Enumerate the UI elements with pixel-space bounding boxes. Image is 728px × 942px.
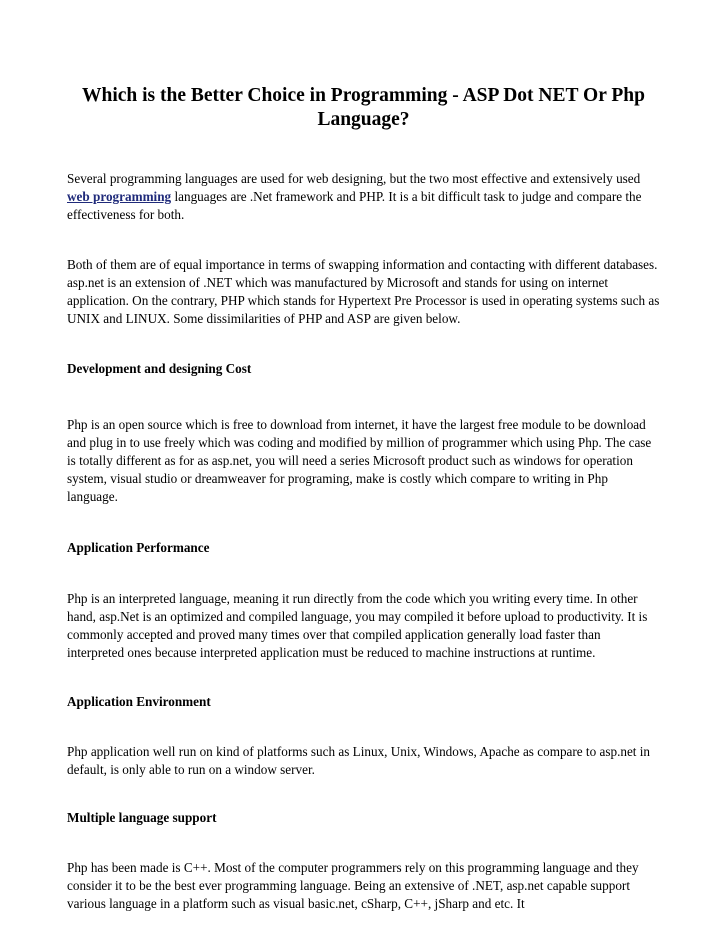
intro-text-before: Several programming languages are used for web designing, but the two most effective and extensively used [67,171,641,186]
section-heading-language-support: Multiple language support [67,810,217,825]
paragraph-overview: Both of them are of equal importance in terms of swapping information and contacting with different databases. asp.net is an extension of .NET which was manufactured by Microsoft and stands for using on internet application. On the contrary, PHP which stands for Hypertext Pre Processor is used in operating systems such as UNIX and LINUX. Some dissimilarities of PHP and ASP are given below. [67,257,660,326]
section-body-language-support: Php has been made is C++. Most of the computer programmers rely on this programming language and they consider it to be the best ever programming language. Being an extensive of .NET, asp.net capable support various language in a platform such as visual basic.net, cSharp, C++, jSharp and etc. It [67,860,639,911]
document-title: Which is the Better Choice in Programming - ASP Dot NET Or Php Language? [82,85,645,130]
section-body-environment: Php application well run on kind of platforms such as Linux, Unix, Windows, Apache as compare to asp.net in default, is only able to run on a window server. [67,744,651,777]
section-body-cost: Php is an open source which is free to download from internet, it have the largest free module to be download and plug in to use freely which was coding and modified by million of programmer which using Php. The case is totally different as for as asp.net, you will need a series Microsoft product such as windows for operation system, visual studio or dreamweaver for programing, make is costly which compare to writing in Php language. [67,417,652,504]
intro-paragraph [67,170,660,224]
section-body-performance: Php is an interpreted language, meaning it run directly from the code which you writing every time. In other hand, asp.Net is an optimized and compiled language, you may compiled it before upload to productivity. It is commonly accepted and proved many times over that compiled application generally load faster than interpreted ones because interpreted application must be reduced to machine instructions at runtime. [67,591,648,660]
section-heading-performance: Application Performance [67,540,210,555]
intro-text-after: languages are .Net framework and PHP. It is a bit difficult task to judge and compare the effectiveness for both. [67,189,642,222]
section-heading-cost: Development and designing Cost [67,361,252,376]
section-heading-environment: Application Environment [67,694,211,709]
web-programming-link[interactable]: web programming [67,189,172,204]
